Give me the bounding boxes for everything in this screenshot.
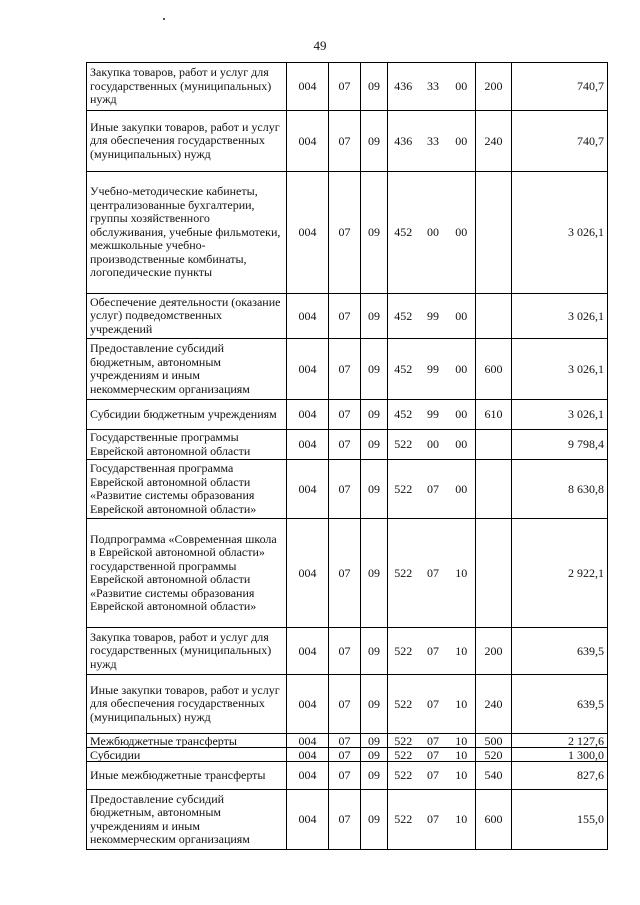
target-article-part-2: 99 [419,294,448,339]
expense-type-code: 600 [476,790,512,850]
section-code: 07 [329,339,361,400]
amount: 639,5 [512,628,608,675]
ministry-code: 004 [287,63,329,111]
ministry-code: 004 [287,172,329,294]
target-article-part-1: 522 [388,675,419,734]
target-article-part-3: 10 [448,734,476,748]
target-article-part-2: 00 [419,430,448,460]
item-name: Предоставление субсидий бюджетным, автономным учреждениям и иным некоммерческим организациям [87,339,287,400]
item-name: Государственная программа Еврейской автономной области «Развитие системы образования Еврейской автономной области» [87,460,287,519]
item-name: Закупка товаров, работ и услуг для государственных (муниципальных) нужд [87,63,287,111]
item-name: Обеспечение деятельности (оказание услуг) подведомственных учреждений [87,294,287,339]
ministry-code: 004 [287,430,329,460]
expense-type-code: 240 [476,111,512,172]
target-article-part-1: 522 [388,734,419,748]
table-row [87,430,608,460]
ministry-code: 004 [287,294,329,339]
section-code: 07 [329,762,361,790]
item-name: Субсидии [87,748,287,762]
target-article-part-2: 07 [419,748,448,762]
target-article-part-1: 522 [388,762,419,790]
target-article-part-1: 522 [388,430,419,460]
subsection-code: 09 [361,63,388,111]
subsection-code: 09 [361,748,388,762]
subsection-code: 09 [361,762,388,790]
target-article-part-1: 522 [388,519,419,628]
target-article-part-2: 07 [419,460,448,519]
item-name: Иные межбюджетные трансферты [87,762,287,790]
amount: 740,7 [512,63,608,111]
table-row [87,172,608,294]
ministry-code: 004 [287,111,329,172]
target-article-part-3: 00 [448,460,476,519]
target-article-part-3: 10 [448,790,476,850]
table-row [87,111,608,172]
target-article-part-2: 07 [419,675,448,734]
target-article-part-3: 00 [448,400,476,430]
section-code: 07 [329,790,361,850]
item-name: Закупка товаров, работ и услуг для государственных (муниципальных) нужд [87,628,287,675]
amount: 3 026,1 [512,339,608,400]
target-article-part-2: 33 [419,63,448,111]
item-name: Предоставление субсидий бюджетным, автономным учреждениям и иным некоммерческим организациям [87,790,287,850]
table-row [87,675,608,734]
target-article-part-3: 10 [448,519,476,628]
amount: 9 798,4 [512,430,608,460]
target-article-part-1: 522 [388,460,419,519]
target-article-part-2: 99 [419,339,448,400]
scan-speck [163,18,165,20]
ministry-code: 004 [287,519,329,628]
item-name: Межбюджетные трансферты [87,734,287,748]
amount: 3 026,1 [512,172,608,294]
section-code: 07 [329,748,361,762]
section-code: 07 [329,460,361,519]
expense-type-code: 540 [476,762,512,790]
target-article-part-3: 00 [448,172,476,294]
ministry-code: 004 [287,762,329,790]
budget-table-body [87,63,608,850]
ministry-code: 004 [287,460,329,519]
ministry-code: 004 [287,748,329,762]
ministry-code: 004 [287,628,329,675]
subsection-code: 09 [361,430,388,460]
expense-type-code: 600 [476,339,512,400]
table-row [87,519,608,628]
amount: 2 922,1 [512,519,608,628]
target-article-part-2: 07 [419,519,448,628]
expense-type-code [476,294,512,339]
target-article-part-3: 00 [448,63,476,111]
subsection-code: 09 [361,172,388,294]
amount: 639,5 [512,675,608,734]
table-row [87,294,608,339]
section-code: 07 [329,111,361,172]
subsection-code: 09 [361,675,388,734]
budget-table [86,62,608,850]
expense-type-code: 500 [476,734,512,748]
subsection-code: 09 [361,339,388,400]
target-article-part-2: 33 [419,111,448,172]
ministry-code: 004 [287,400,329,430]
table-row [87,628,608,675]
target-article-part-2: 07 [419,734,448,748]
subsection-code: 09 [361,628,388,675]
expense-type-code [476,519,512,628]
amount: 2 127,6 [512,734,608,748]
expense-type-code [476,460,512,519]
section-code: 07 [329,628,361,675]
target-article-part-1: 522 [388,790,419,850]
target-article-part-1: 436 [388,111,419,172]
target-article-part-3: 00 [448,111,476,172]
table-row [87,400,608,430]
target-article-part-1: 452 [388,339,419,400]
target-article-part-1: 522 [388,748,419,762]
subsection-code: 09 [361,460,388,519]
amount: 827,6 [512,762,608,790]
subsection-code: 09 [361,734,388,748]
target-article-part-1: 452 [388,400,419,430]
expense-type-code: 200 [476,628,512,675]
expense-type-code: 610 [476,400,512,430]
table-row [87,339,608,400]
target-article-part-2: 07 [419,790,448,850]
expense-type-code [476,430,512,460]
item-name: Иные закупки товаров, работ и услуг для обеспечения государственных (муниципальных) нужд [87,111,287,172]
amount: 3 026,1 [512,400,608,430]
target-article-part-1: 452 [388,172,419,294]
amount: 740,7 [512,111,608,172]
expense-type-code: 240 [476,675,512,734]
target-article-part-2: 07 [419,762,448,790]
target-article-part-3: 10 [448,628,476,675]
table-row [87,748,608,762]
target-article-part-2: 00 [419,172,448,294]
target-article-part-3: 00 [448,430,476,460]
ministry-code: 004 [287,790,329,850]
target-article-part-1: 436 [388,63,419,111]
item-name: Субсидии бюджетным учреждениям [87,400,287,430]
target-article-part-1: 522 [388,628,419,675]
expense-type-code: 520 [476,748,512,762]
section-code: 07 [329,172,361,294]
subsection-code: 09 [361,519,388,628]
target-article-part-3: 10 [448,762,476,790]
section-code: 07 [329,675,361,734]
target-article-part-3: 00 [448,339,476,400]
amount: 3 026,1 [512,294,608,339]
item-name: Государственные программы Еврейской автономной области [87,430,287,460]
table-row [87,460,608,519]
section-code: 07 [329,63,361,111]
section-code: 07 [329,734,361,748]
ministry-code: 004 [287,675,329,734]
amount: 1 300,0 [512,748,608,762]
subsection-code: 09 [361,790,388,850]
section-code: 07 [329,430,361,460]
target-article-part-2: 07 [419,628,448,675]
subsection-code: 09 [361,400,388,430]
ministry-code: 004 [287,734,329,748]
table-row [87,63,608,111]
target-article-part-2: 99 [419,400,448,430]
amount: 8 630,8 [512,460,608,519]
target-article-part-1: 452 [388,294,419,339]
amount: 155,0 [512,790,608,850]
target-article-part-3: 10 [448,675,476,734]
section-code: 07 [329,519,361,628]
ministry-code: 004 [287,339,329,400]
target-article-part-3: 10 [448,748,476,762]
item-name: Подпрограмма «Современная школа в Еврейской автономной области» государственной программы Еврейской автономной области «Развитие системы образования Еврейской автономной области» [87,519,287,628]
subsection-code: 09 [361,111,388,172]
subsection-code: 09 [361,294,388,339]
page-number: 49 [313,38,327,53]
section-code: 07 [329,294,361,339]
section-code: 07 [329,400,361,430]
table-row [87,734,608,748]
expense-type-code [476,172,512,294]
item-name: Учебно-методические кабинеты, централизованные бухгалтерии, группы хозяйственного обслуживания, учебные фильмотеки, межшкольные учебно-производственные комбинаты, логопедические пункты [87,172,287,294]
expense-type-code: 200 [476,63,512,111]
table-row [87,790,608,850]
item-name: Иные закупки товаров, работ и услуг для обеспечения государственных (муниципальных) нужд [87,675,287,734]
target-article-part-3: 00 [448,294,476,339]
table-row [87,762,608,790]
